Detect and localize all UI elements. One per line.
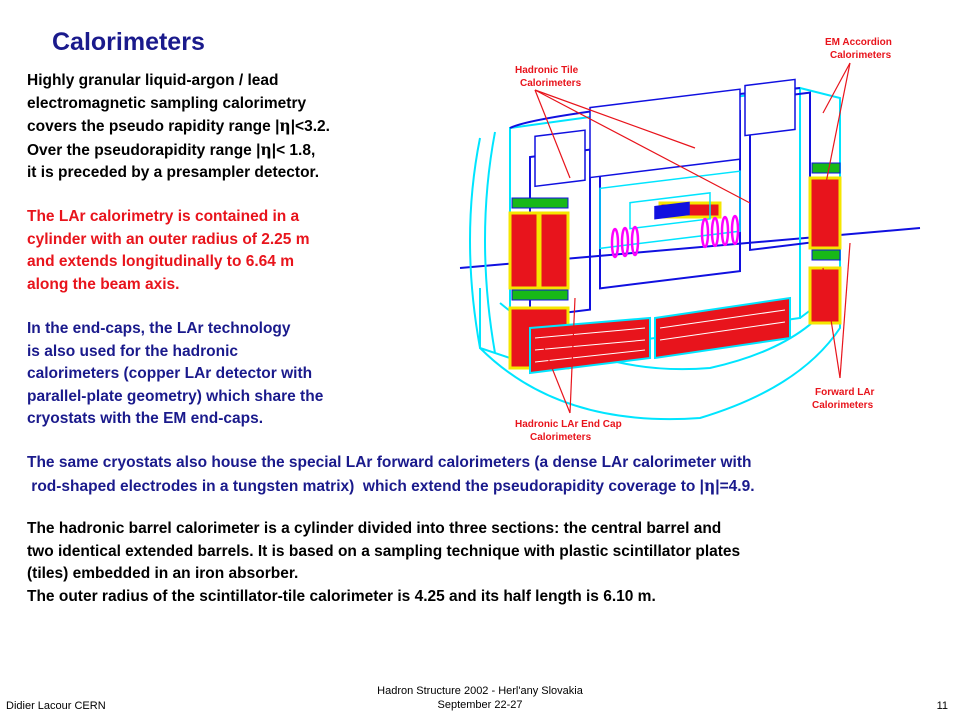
text-line: (tiles) embedded in an iron absorber. bbox=[27, 565, 299, 582]
text-line: it is preceded by a presampler detector. bbox=[27, 164, 320, 181]
label-forward-lar: Forward LAr bbox=[815, 387, 875, 398]
text-line: is also used for the hadronic bbox=[27, 342, 239, 360]
label-em-accordion-2: Calorimeters bbox=[830, 50, 892, 61]
text-fragment: |< 1.8, bbox=[271, 141, 316, 159]
footer-conference-line: Hadron Structure 2002 - Herl'any Slovakia bbox=[377, 685, 583, 697]
label-hadronic-endcap: Hadronic LAr End Cap bbox=[515, 419, 622, 430]
text-fragment: covers the pseudo rapidity range | bbox=[27, 118, 280, 135]
label-em-accordion: EM Accordion bbox=[825, 37, 892, 48]
label-hadronic-tile-2: Calorimeters bbox=[520, 78, 582, 89]
text-line bbox=[27, 115, 330, 139]
text-line: The LAr calorimetry is contained in a bbox=[27, 208, 300, 225]
text-line: The outer radius of the scintillator-tile calorimeter is 4.25 and its half length is 6.10 m. bbox=[27, 587, 656, 605]
text-fragment: Over the pseudorapidity range | bbox=[27, 141, 261, 159]
label-forward-lar-2: Calorimeters bbox=[812, 400, 874, 411]
slide-title: Calorimeters bbox=[52, 28, 205, 56]
text-line: and extends longitudinally to 6.64 m bbox=[27, 253, 294, 270]
text-line: The hadronic barrel calorimeter is a cylinder divided into three sections: the central barrel and bbox=[27, 520, 722, 537]
text-fragment: |<3.2. bbox=[290, 118, 330, 135]
paragraph-forward-cal bbox=[27, 452, 755, 498]
label-hadronic-tile: Hadronic Tile bbox=[515, 65, 579, 76]
text-line: parallel-plate geometry) which share the bbox=[27, 387, 324, 405]
calorimeter-diagram bbox=[440, 28, 960, 448]
label-hadronic-endcap-2: Calorimeters bbox=[530, 432, 592, 443]
eta-symbol: η bbox=[279, 116, 291, 135]
text-line: along the beam axis. bbox=[27, 275, 180, 293]
eta-symbol: η bbox=[704, 475, 716, 495]
footer-author: Didier Lacour CERN bbox=[6, 700, 106, 712]
text-fragment: |=4.9. bbox=[715, 477, 755, 495]
text-line: Highly granular liquid-argon / lead bbox=[27, 72, 279, 89]
tile-calorimeter bbox=[535, 79, 795, 186]
footer-conference-date: September 22-27 bbox=[437, 699, 523, 711]
footer-conference bbox=[330, 684, 630, 712]
text-line bbox=[27, 139, 330, 163]
paragraph-lar-em bbox=[27, 70, 330, 185]
paragraph-lar-cylinder bbox=[27, 206, 310, 296]
text-line: calorimeters (copper LAr detector with bbox=[27, 365, 313, 382]
text-line bbox=[27, 475, 755, 499]
paragraph-hadronic-barrel bbox=[27, 518, 740, 608]
text-line: cylinder with an outer radius of 2.25 m bbox=[27, 230, 310, 248]
text-line: In the end-caps, the LAr technology bbox=[27, 320, 291, 337]
eta-symbol: η bbox=[260, 139, 272, 159]
text-line: electromagnetic sampling calorimetry bbox=[27, 94, 307, 112]
paragraph-end-caps bbox=[27, 318, 323, 431]
text-line: The same cryostats also house the special LAr forward calorimeters (a dense LAr calorimeter with bbox=[27, 454, 752, 471]
text-fragment: rod-shaped electrodes in a tungsten matrix) which extend the pseudorapidity coverage to | bbox=[27, 477, 704, 495]
page-number: 11 bbox=[936, 700, 948, 712]
text-line: two identical extended barrels. It is based on a sampling technique with plastic scintillator plates bbox=[27, 542, 741, 560]
text-line: cryostats with the EM end-caps. bbox=[27, 410, 263, 427]
